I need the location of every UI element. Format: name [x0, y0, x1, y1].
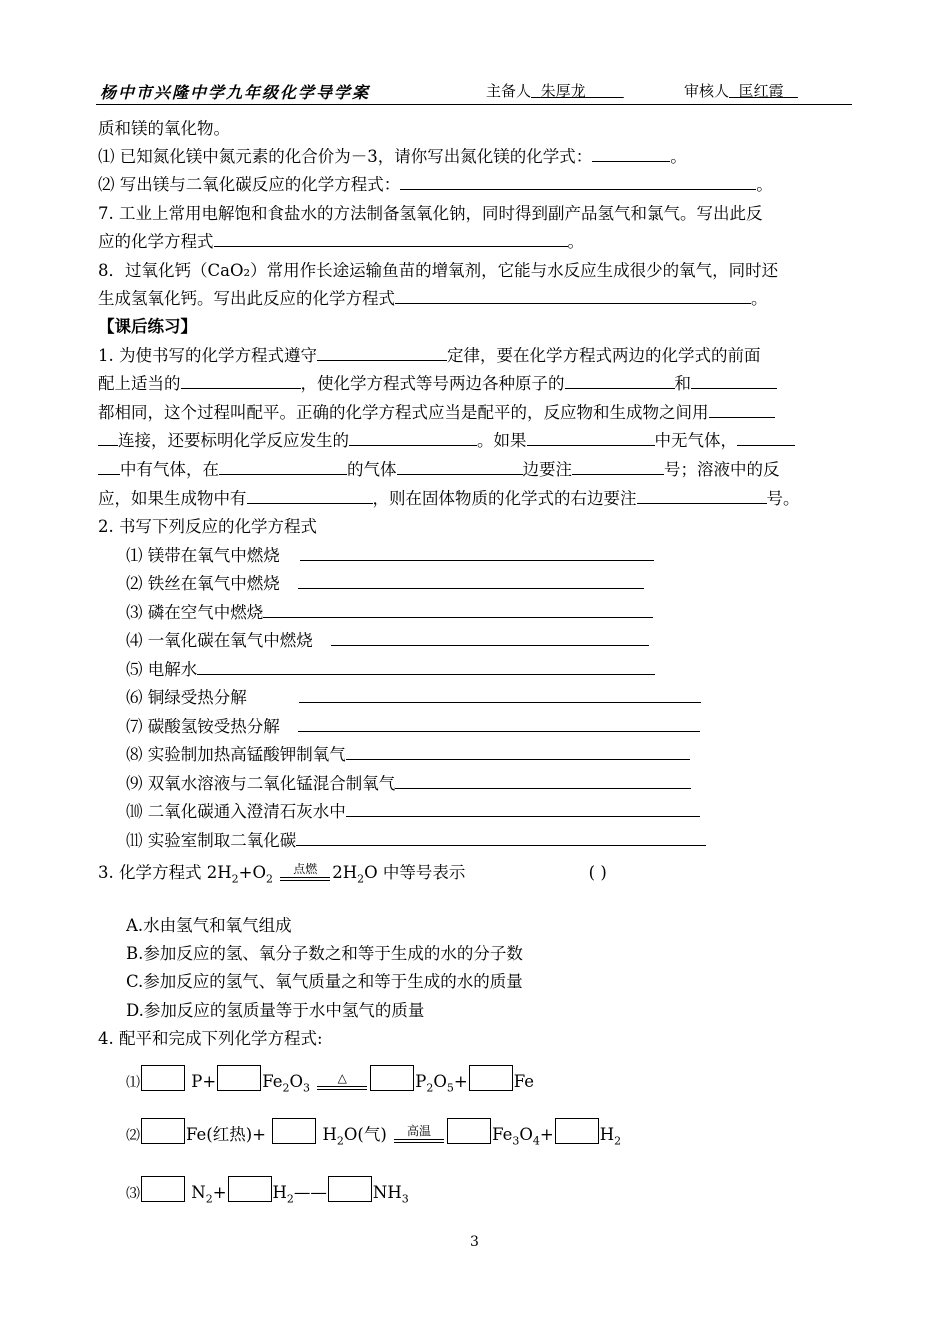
answer-paren[interactable]: ( ): [588, 863, 607, 882]
answer-blank[interactable]: [98, 460, 120, 475]
equation-1: ⑴ $P+ Fe_2O_3$ △ $P_2O_5+ Fe$: [126, 1065, 534, 1099]
preparer-info: 主备人 朱厚龙: [486, 80, 624, 101]
preparer-name: 朱厚龙: [540, 82, 586, 100]
answer-blank[interactable]: [349, 431, 477, 446]
question-8-cont: 生成氢氧化钙。写出此反应的化学方程式 。: [98, 289, 768, 308]
equation-3: ⑶ $N_2+$ $H_2——$ $NH_3$: [126, 1176, 409, 1210]
coefficient-box[interactable]: [272, 1118, 316, 1144]
exercise-3: 3. 化学方程式 $2H_2+O_2$ 点燃 $2H_2O$ 中等号表示 ( ): [98, 862, 607, 886]
answer-blank[interactable]: [247, 489, 373, 504]
section-title: 【课后练习】: [98, 317, 197, 336]
coefficient-box[interactable]: [555, 1118, 599, 1144]
list-item: ⑻ 实验制加热高锰酸钾制氧气: [126, 744, 690, 766]
reviewer-info: 审核人 匡红霞: [684, 80, 798, 101]
answer-blank[interactable]: [395, 289, 751, 304]
exercise-1-line: 都相同，这个过程叫配平。正确的化学方程式应当是配平的，反应物和生成物之间用: [98, 402, 775, 424]
answer-blank[interactable]: [637, 489, 767, 504]
exercise-1-line: 配上适当的 ，使化学方程式等号两边各种原子的 和: [98, 373, 777, 395]
exercise-1-line: 中有气体，在 的气体 边要注 号；溶液中的反: [98, 459, 780, 481]
answer-blank[interactable]: [298, 717, 700, 732]
coefficient-box[interactable]: [141, 1065, 185, 1091]
answer-blank[interactable]: [346, 802, 700, 817]
answer-blank[interactable]: [709, 403, 775, 418]
page-header: [96, 80, 852, 105]
list-item: ⑸ 电解水: [126, 659, 655, 681]
answer-blank[interactable]: [300, 546, 654, 561]
answer-blank[interactable]: [346, 745, 690, 760]
question-2: ⑵ 写出镁与二氧化碳反应的化学方程式： 。: [98, 175, 773, 194]
coefficient-box[interactable]: [141, 1176, 185, 1202]
coefficient-box[interactable]: [328, 1176, 372, 1202]
answer-blank[interactable]: [197, 660, 655, 675]
option-b: B.参加反应的氢、氧分子数之和等于生成的水的分子数: [126, 944, 523, 963]
list-item: ⑶ 磷在空气中燃烧: [126, 602, 653, 624]
equation-2: ⑵ Fe(红热)+ $H_2O$(气) 高温 $Fe_3O_4+ H_2$: [126, 1118, 621, 1152]
exercise-1-line: 连接，还要标明化学反应发生的 。如果 中无气体，: [98, 430, 795, 452]
list-item: ⑵ 铁丝在氧气中燃烧: [126, 573, 644, 595]
exercise-1-line: 1. 为使书写的化学方程式遵守 定律，要在化学方程式两边的化学式的前面: [98, 346, 761, 365]
page-number: 3: [470, 1234, 479, 1250]
option-a: A.水由氢气和氧气组成: [126, 916, 292, 935]
list-item: ⑽ 二氧化碳通入澄清石灰水中: [126, 801, 700, 823]
answer-blank[interactable]: [592, 147, 670, 162]
coefficient-box[interactable]: [469, 1065, 513, 1091]
answer-blank[interactable]: [331, 631, 649, 646]
answer-blank[interactable]: [98, 431, 118, 446]
answer-blank[interactable]: [298, 574, 644, 589]
coefficient-box[interactable]: [447, 1118, 491, 1144]
answer-blank[interactable]: [397, 460, 523, 475]
list-item: ⑾ 实验室制取二氧化碳: [126, 830, 706, 852]
question-7-cont: 应的化学方程式 。: [98, 232, 584, 251]
question-8: 8．过氧化钙（CaO₂）常用作长途运输鱼苗的增氧剂，它能与水反应生成很少的氧气，同时还: [98, 261, 779, 280]
answer-blank[interactable]: [317, 346, 447, 361]
exercise-2-title: 2. 书写下列反应的化学方程式: [98, 517, 317, 536]
list-item: ⑷ 一氧化碳在氧气中燃烧: [126, 630, 649, 652]
answer-blank[interactable]: [400, 175, 756, 190]
answer-blank[interactable]: [299, 688, 701, 703]
question-7: 7. 工业上常用电解饱和食盐水的方法制备氢氧化钠，同时得到副产品氢气和氯气。写出此反: [98, 204, 763, 223]
reaction-condition: 高温: [392, 1122, 446, 1144]
answer-blank[interactable]: [691, 374, 777, 389]
answer-blank[interactable]: [527, 431, 655, 446]
list-item: ⑺ 碳酸氢铵受热分解: [126, 716, 700, 738]
reaction-condition: 点燃: [278, 860, 332, 882]
answer-blank[interactable]: [181, 374, 301, 389]
answer-blank[interactable]: [395, 774, 691, 789]
reaction-condition: △: [315, 1069, 369, 1091]
coefficient-box[interactable]: [228, 1176, 272, 1202]
list-item: ⑹ 铜绿受热分解: [126, 687, 701, 709]
option-d: D.参加反应的氢质量等于水中氢气的质量: [126, 1001, 425, 1020]
coefficient-box[interactable]: [370, 1065, 414, 1091]
coefficient-box[interactable]: [217, 1065, 261, 1091]
list-item: ⑼ 双氧水溶液与二氧化锰混合制氧气: [126, 773, 691, 795]
answer-blank[interactable]: [296, 831, 706, 846]
reviewer-name: 匡红霞: [738, 82, 784, 100]
answer-blank[interactable]: [572, 460, 664, 475]
answer-blank[interactable]: [263, 603, 653, 618]
coefficient-box[interactable]: [141, 1118, 185, 1144]
question-1: ⑴ 已知氮化镁中氮元素的化合价为－3，请你写出氮化镁的化学式： 。: [98, 147, 687, 166]
option-c: C.参加反应的氢气、氧气质量之和等于生成的水的质量: [126, 972, 523, 991]
text-line: 质和镁的氧化物。: [98, 119, 230, 138]
answer-blank[interactable]: [214, 232, 568, 247]
list-item: ⑴ 镁带在氧气中燃烧: [126, 545, 654, 567]
exercise-1-line: 应，如果生成物中有 ，则在固体物质的化学式的右边要注 号。: [98, 489, 800, 508]
exercise-4-title: 4. 配平和完成下列化学方程式:: [98, 1029, 323, 1048]
answer-blank[interactable]: [737, 431, 795, 446]
school-title: 杨中市兴隆中学九年级化学导学案: [100, 83, 371, 102]
answer-blank[interactable]: [565, 374, 675, 389]
answer-blank[interactable]: [219, 460, 347, 475]
